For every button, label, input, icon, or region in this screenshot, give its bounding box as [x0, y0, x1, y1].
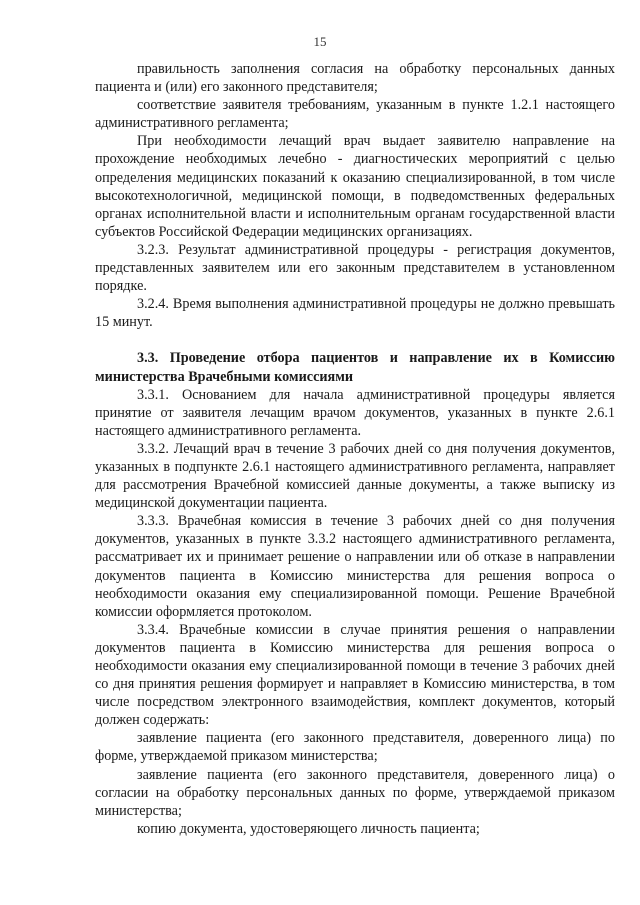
paragraph-3-2-3: 3.2.3. Результат административной процедуры - регистрация документов, представленных заявителем или его законным представителем в установленном порядке. — [95, 241, 615, 295]
list-item-id-copy: копию документа, удостоверяющего личность пациента; — [137, 820, 480, 837]
document-body — [95, 60, 615, 838]
paragraph-3-3-3: 3.3.3. Врачебная комиссия в течение 3 рабочих дней со дня получения документов, указанных в пункте 3.3.2 настоящего административного регламента, рассматривает их и принимает решение о направлении или об отказе в направлении документов пациента в Комиссию министерства для решения вопроса о необходимости оказания ему специализированной помощи. Решение Врачебной комиссии оформляется протоколом. — [95, 513, 615, 620]
paragraph-referral-diagnostics: При необходимости лечащий врач выдает заявителю направление на прохождение необходимых лечебно - диагностических мероприятий с целью определения медицинских показаний к оказанию специализированной, в том числе высокотехнологичной, медицинской помощи, в подведомственных федеральных органах исполнительной власти и исполнительным органам государственной власти субъектов Российской Федерации медицинских организациях. — [95, 133, 615, 240]
list-item-data-consent: заявление пациента (его законного представителя, доверенного лица) о согласии на обработку персональных данных по форме, утверждаемой приказом министерства; — [95, 766, 615, 819]
paragraph-3-3-4: 3.3.4. Врачебные комиссии в случае принятия решения о направлении документов пациента в Комиссию министерства для решения вопроса о необходимости оказания ему специализированной помощи в течение 3 рабочих дней со дня принятия решения формирует и направляет в Комиссию министерства, в том числе посредством электронного взаимодействия, комплект документов, который должен содержать: — [95, 621, 615, 729]
section-heading-3-3: 3.3. Проведение отбора пациентов и направление их в Комиссию министерства Врачебными комиссиями — [95, 350, 615, 385]
page-number: 15 — [313, 34, 327, 49]
paragraph-consent-check: правильность заполнения согласия на обработку персональных данных пациента и (или) его законного представителя; — [95, 61, 615, 96]
paragraph-3-2-4: 3.2.4. Время выполнения административной процедуры не должно превышать 15 минут. — [95, 296, 615, 331]
list-item-patient-application: заявление пациента (его законного представителя, доверенного лица) по форме, утверждаемой приказом министерства; — [95, 730, 615, 765]
paragraph-requirements-check: соответствие заявителя требованиям, указанным в пункте 1.2.1 настоящего административного регламента; — [95, 97, 615, 132]
paragraph-3-3-2: 3.3.2. Лечащий врач в течение 3 рабочих дней со дня получения документов, указанных в подпункте 2.6.1 настоящего административного регламента, направляет для рассмотрения Врачебной комиссией данные документы, а также выписку из медицинской документации пациента. — [95, 440, 615, 512]
paragraph-3-3-1: 3.3.1. Основанием для начала административной процедуры является принятие от заявителя лечащим врачом документов, указанных в пункте 2.6.1 настоящего административного регламента. — [95, 386, 615, 439]
